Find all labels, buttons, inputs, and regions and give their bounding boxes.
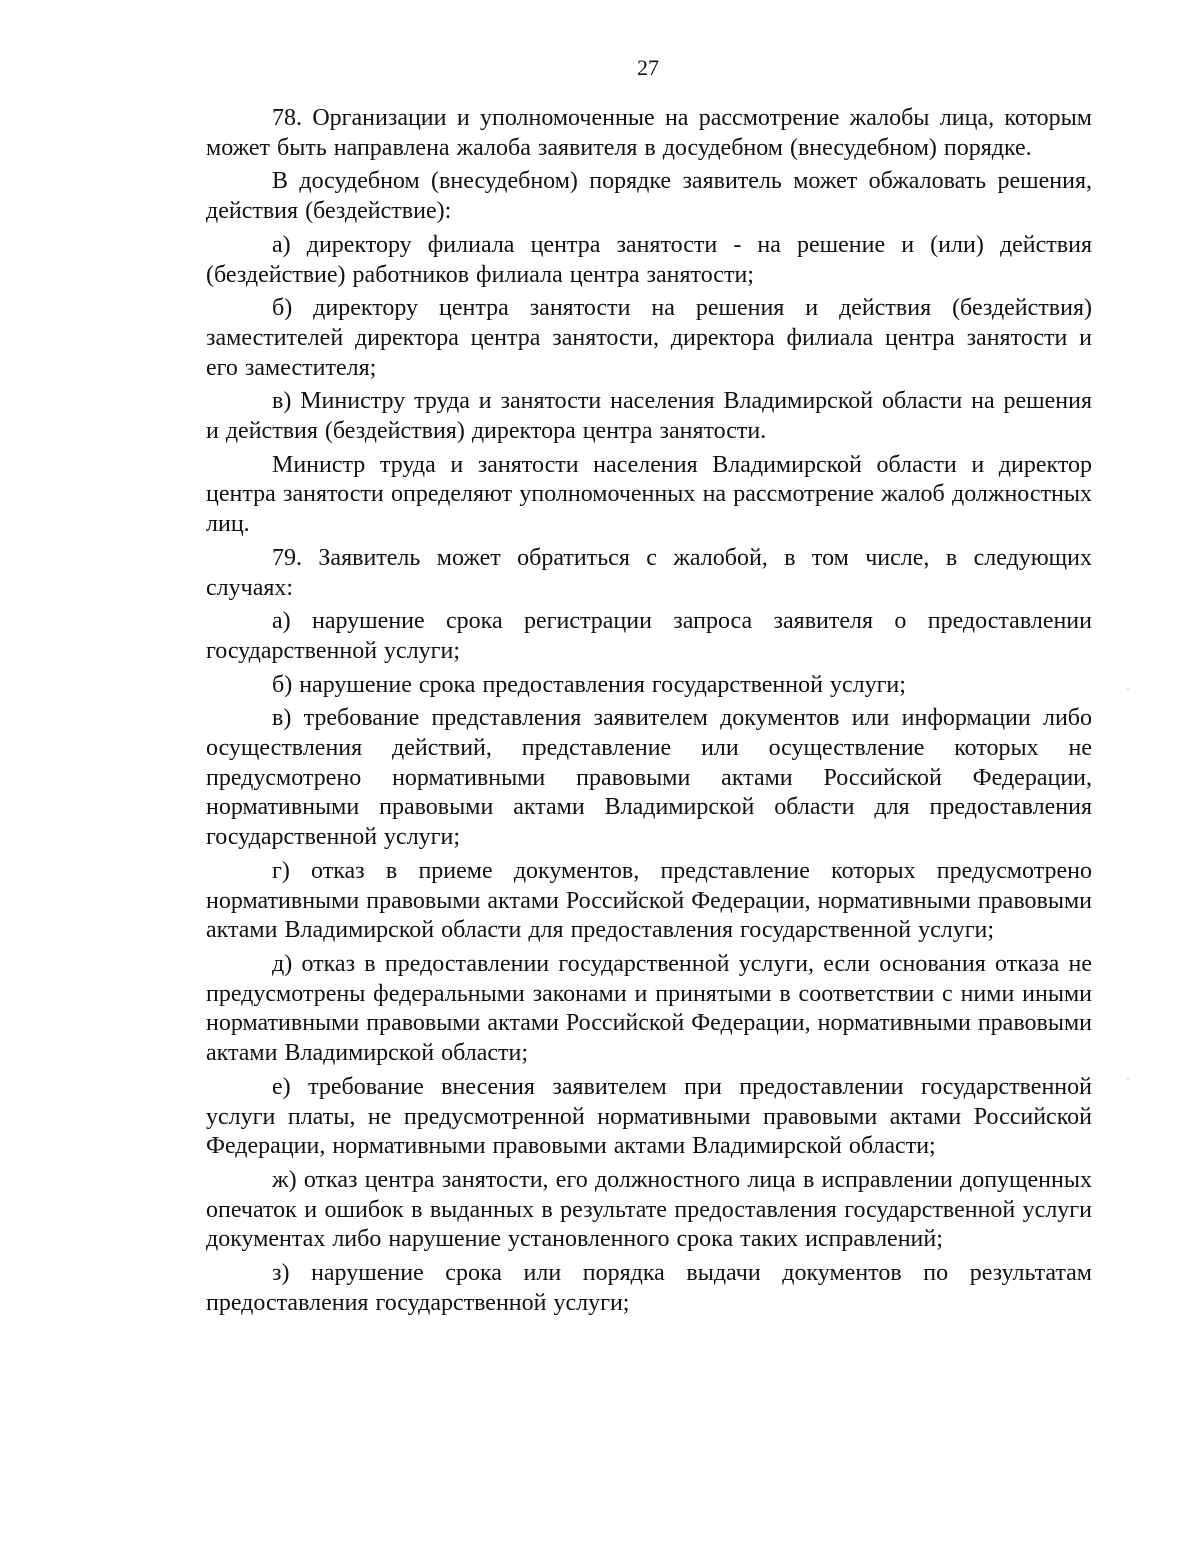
- scan-speck: [1127, 688, 1129, 690]
- paragraph-79-heading: 79. Заявитель может обратиться с жалобой, в том числе, в следующих случаях:: [206, 544, 1092, 601]
- paragraph-78-heading: 78. Организации и уполномоченные на рассмотрение жалобы лица, которым может быть направлена жалоба заявителя в досудебном (внесудебном) порядке.: [206, 105, 1092, 161]
- paragraph-case-d: д) отказ в предоставлении государственной услуги, если основания отказа не предусмотрены федеральными законами и принятыми в соответствии с ними иными нормативными правовыми актами Российской Федерации, нормативными правовыми актами Владимирской области;: [206, 950, 1092, 1067]
- paragraph-case-zh: ж) отказ центра занятости, его должностного лица в исправлении допущенных опечаток и ошибок в выданных в результате предоставления государственной услуги документах либо нарушение установленного срока таких исправлений;: [206, 1166, 1092, 1253]
- paragraph-case-z: з) нарушение срока или порядка выдачи документов по результатам предоставления государственной услуги;: [206, 1260, 1092, 1316]
- page-number: 27: [637, 55, 659, 80]
- paragraph-case-a: а) нарушение срока регистрации запроса заявителя о предоставлении государственной услуги;: [206, 608, 1092, 664]
- paragraph-appeal-intro: В досудебном (внесудебном) порядке заявитель может обжаловать решения, действия (бездействие):: [206, 168, 1092, 225]
- paragraph-appeal-a: а) директору филиала центра занятости - на решение и (или) действия (бездействие) работников филиала центра занятости;: [206, 231, 1092, 288]
- paragraph-appeal-v: в) Министру труда и занятости населения Владимирской области на решения и действия (бездействия) директора центра занятости.: [206, 388, 1092, 445]
- paragraph-case-e: е) требование внесения заявителем при предоставлении государственной услуги платы, не предусмотренной нормативными правовыми актами Российской Федерации, нормативными правовыми актами Владимирской области;: [206, 1073, 1092, 1160]
- scan-speck: [1127, 1078, 1129, 1080]
- paragraph-appeal-b: б) директору центра занятости на решения и действия (бездействия) заместителей директора центра занятости, директора филиала центра занятости и его заместителя;: [206, 295, 1092, 381]
- paragraph-case-b: б) нарушение срока предоставления государственной услуги;: [272, 671, 906, 698]
- paragraph-minister: Министр труда и занятости населения Владимирской области и директор центра занятости определяют уполномоченных на рассмотрение жалоб должностных лиц.: [206, 451, 1092, 538]
- paragraph-case-g: г) отказ в приеме документов, представление которых предусмотрено нормативными правовыми актами Российской Федерации, нормативными правовыми актами Владимирской области для предоставления государственной услуги;: [206, 857, 1092, 944]
- paragraph-case-v: в) требование представления заявителем документов или информации либо осуществления действий, представление или осуществление которых не предусмотрено нормативными правовыми актами Российской Федерации, нормативными правовыми актами Владимирской области для предоставления государственной услуги;: [206, 705, 1092, 851]
- document-body: [206, 104, 1092, 1322]
